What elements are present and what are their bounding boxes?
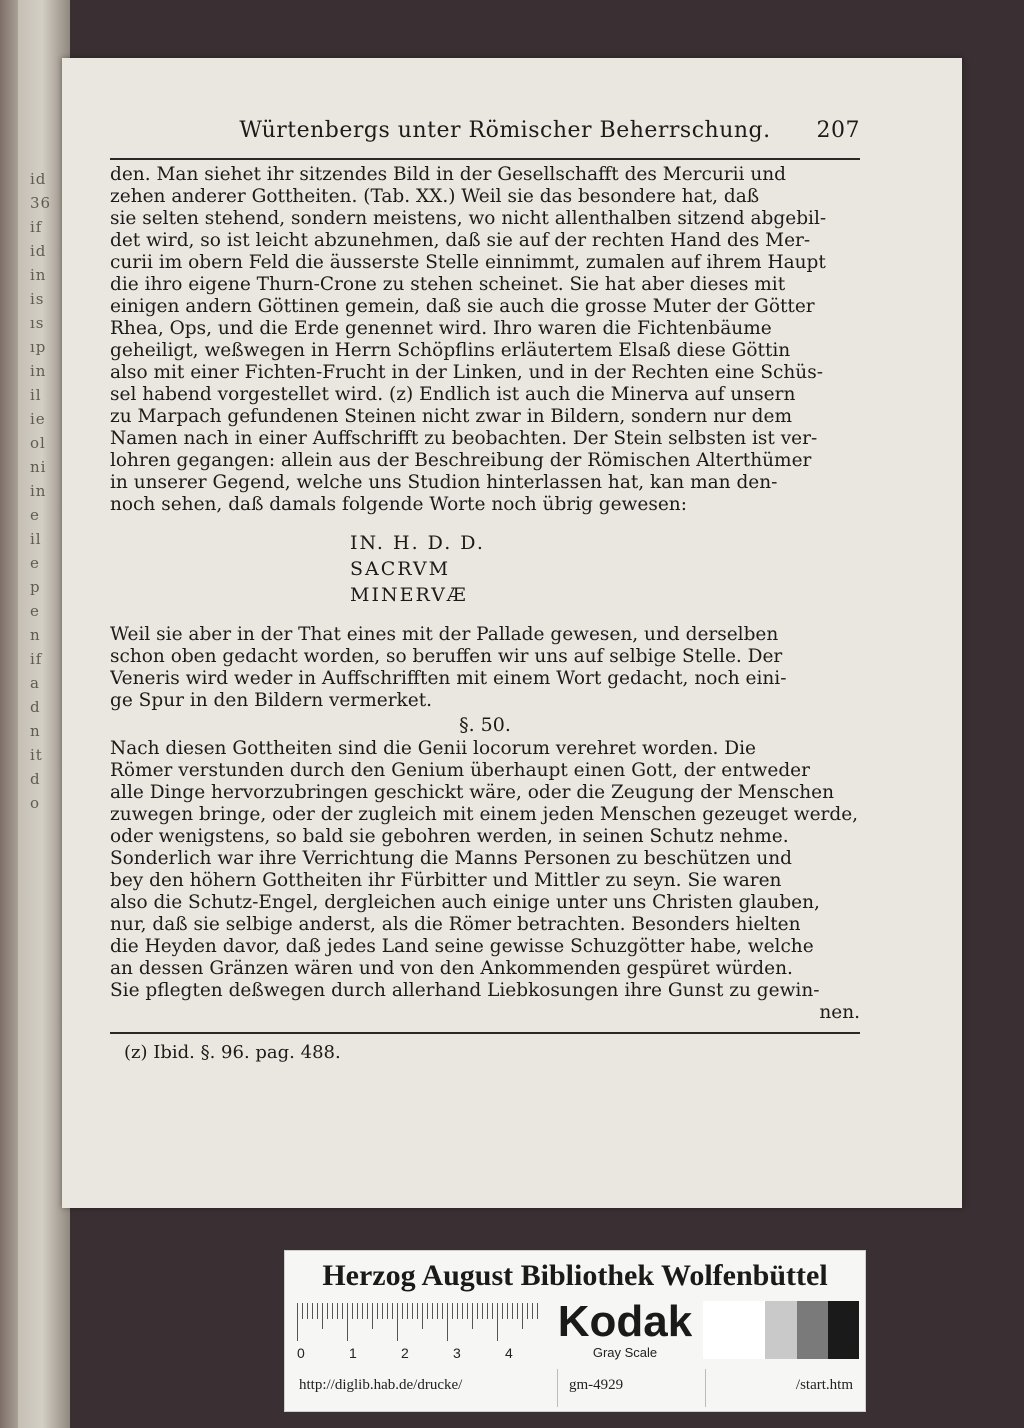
ruler-number: 3 [453,1345,461,1361]
footnote: (z) Ibid. §. 96. pag. 488. [124,1042,341,1063]
left-page-fragment: id [30,170,47,188]
target-divider [705,1369,706,1407]
ruler-tick [467,1303,468,1319]
ruler-tick [372,1303,373,1329]
gray-swatch [828,1301,859,1359]
footnote-rule [110,1032,860,1034]
ruler-tick [352,1303,353,1319]
left-page-fragment: id [30,242,47,260]
text-line: also die Schutz-Engel, dergleichen auch einige unter uns Christen glauben, [110,892,820,913]
ruler-tick [462,1303,463,1319]
text-line: Nach diesen Gottheiten sind die Genii locorum verehret worden. Die [110,738,756,759]
gray-swatch [765,1301,796,1359]
ruler-tick [347,1303,348,1341]
page-number: 207 [816,118,860,143]
target-divider [557,1369,558,1407]
digital-library-url: http://diglib.hab.de/drucke/ [299,1377,463,1393]
text-line: also mit einer Fichten-Frucht in der Linken, und in der Rechten eine Schüs- [110,362,823,383]
ruler-tick [487,1303,488,1319]
text-line: ge Spur in den Bildern vermerket. [110,690,433,711]
book-spine [0,0,18,1428]
text-line: zehen anderer Gottheiten. (Tab. XX.) Weil sie das besondere hat, daß [110,186,760,207]
latin-inscription [110,530,860,608]
text-line: sie selten stehend, sondern meistens, wo nicht allenthalben sitzend abgebil- [110,208,827,229]
section-heading: §. 50. [459,714,511,736]
ruler-tick [302,1303,303,1319]
ruler-tick [327,1303,328,1319]
ruler-tick [337,1303,338,1319]
ruler-tick [387,1303,388,1319]
ruler-tick [382,1303,383,1319]
ruler-tick [532,1303,533,1319]
ruler-number: 4 [505,1345,513,1361]
ruler-tick [422,1303,423,1329]
text-line: die Heyden davor, daß jedes Land seine gewisse Schuzgötter habe, welche [110,936,814,957]
color-scale-target [284,1250,866,1412]
gray-swatch [797,1301,828,1359]
inscription-line: SACRVM [350,558,451,580]
ruler-numbers [297,1345,557,1365]
ruler-number: 1 [349,1345,357,1361]
ruler-tick [427,1303,428,1319]
ruler-tick [502,1303,503,1319]
left-page-fragment: if [30,218,43,236]
ruler-tick [367,1303,368,1319]
paragraph-2 [110,624,860,712]
left-page-fragment: it [30,746,43,764]
ruler-tick [322,1303,323,1329]
gray-scale-label: Gray Scale [592,1345,658,1360]
left-page-fragment: ol [30,434,46,452]
ruler-tick [437,1303,438,1319]
gray-swatch [734,1301,765,1359]
text-line: sel habend vorgestellet wird. (z) Endlich ist auch die Minerva auf unsern [110,384,796,405]
ruler-tick [417,1303,418,1319]
text-line: Weil sie aber in der That eines mit der Pallade gewesen, und derselben [110,624,779,645]
text-line: Rhea, Ops, und die Erde genennet wird. Ihro waren die Fichtenbäume [110,318,772,339]
paragraph-1 [110,164,860,516]
ruler-tick [357,1303,358,1319]
ruler-tick [537,1303,538,1319]
ruler-tick [407,1303,408,1319]
left-page-fragment: ni [30,458,47,476]
left-page-fragment: ıp [30,338,47,356]
ruler-tick [517,1303,518,1319]
left-page-fragment: n [30,626,41,644]
ruler-tick [477,1303,478,1319]
kodak-logo: Kodak [557,1297,693,1346]
running-header [110,118,860,148]
gray-swatches [703,1301,859,1359]
previous-page-edge [0,0,70,1428]
header-title: Würtenbergs unter Römischer Beherrschung. [239,118,771,143]
left-page-fragment: d [30,770,41,788]
ruler-tick [527,1303,528,1319]
text-line: curii im obern Feld die äusserste Stelle einnimmt, zumalen auf ihrem Haupt [110,252,826,273]
text-line: zu Marpach gefundenen Steinen nicht zwar in Bildern, sondern nur dem [110,406,793,427]
left-page-fragment: e [30,602,40,620]
ruler-tick [312,1303,313,1319]
ruler-tick [497,1303,498,1341]
text-line: Namen nach in einer Auffschrifft zu beobachten. Der Stein selbsten ist ver- [110,428,818,449]
left-page-fragment: e [30,554,40,572]
header-rule [110,158,860,160]
left-page-fragment: in [30,482,47,500]
ruler-tick [297,1303,298,1341]
start-path: /start.htm [795,1377,853,1393]
scale-ruler [297,1303,545,1343]
text-line: den. Man siehet ihr sitzendes Bild in der Gesellschafft des Mercurii und [110,164,786,185]
library-name: Herzog August Bibliothek Wolfenbüttel [322,1259,828,1292]
text-line: lohren gegangen: allein aus der Beschreibung der Römischen Alterthümer [110,450,812,471]
text-line: nur, daß sie selbige anderst, als die Römer betrachten. Besonders hielten [110,914,801,935]
text-line: noch sehen, daß damals folgende Worte noch übrig gewesen: [110,494,687,515]
inscription-line: MINERVÆ [350,584,468,606]
left-page-fragment: n [30,722,41,740]
ruler-tick [522,1303,523,1329]
left-page-fragment: in [30,266,47,284]
text-line: schon oben gedacht worden, so beruffen wir uns auf selbige Stelle. Der [110,646,783,667]
ruler-tick [472,1303,473,1329]
left-page-fragment: a [30,674,40,692]
scanned-page [62,58,962,1208]
text-line: an dessen Gränzen wären und von den Ankommenden gespüret würden. [110,958,793,979]
shelfmark-code: gm-4929 [569,1377,624,1393]
gray-swatch [703,1301,734,1359]
left-page-fragment: ıs [30,314,45,332]
text-line: Sonderlich war ihre Verrichtung die Manns Personen zu beschützen und [110,848,792,869]
inscription-line: IN. H. D. D. [350,532,485,554]
left-page-fragment: in [30,362,47,380]
left-page-fragment: is [30,290,45,308]
ruler-tick [432,1303,433,1319]
ruler-tick [457,1303,458,1319]
left-page-fragment: e [30,506,40,524]
ruler-number: 2 [401,1345,409,1361]
text-line: zuwegen bringe, oder der zugleich mit einem jeden Menschen gezeuget werde, [110,804,859,825]
ruler-tick [397,1303,398,1341]
text-line: geheiligt, weßwegen in Herrn Schöpflins erläutertem Elsaß diese Göttin [110,340,791,361]
text-line: Veneris wird weder in Auffschrifften mit einem Wort gedacht, noch eini- [110,668,787,689]
left-page-fragment: 36 [30,194,52,212]
ruler-tick [482,1303,483,1319]
text-line: oder wenigstens, so bald sie gebohren werden, in seinen Schutz nehme. [110,826,789,847]
ruler-tick [512,1303,513,1319]
page-content [110,118,860,1063]
text-line: die ihro eigene Thurn-Crone zu stehen scheinet. Sie hat aber dieses mit [110,274,786,295]
ruler-tick [377,1303,378,1319]
left-page-fragment: ie [30,410,46,428]
ruler-tick [307,1303,308,1319]
ruler-tick [402,1303,403,1319]
ruler-tick [442,1303,443,1319]
ruler-tick [342,1303,343,1319]
text-line: einigen andern Göttinen gemein, daß sie auch die grosse Muter der Götter [110,296,815,317]
ruler-tick [492,1303,493,1319]
left-page-fragment: o [30,794,41,812]
left-page-fragment: p [30,578,41,596]
text-line: alle Dinge hervorzubringen geschickt wäre, oder die Zeugung der Menschen [110,782,835,803]
ruler-tick [362,1303,363,1319]
ruler-tick [412,1303,413,1319]
ruler-tick [452,1303,453,1319]
left-page-fragment: if [30,650,43,668]
left-page-fragment: il [30,386,42,404]
left-page-fragment: d [30,698,41,716]
ruler-tick [332,1303,333,1319]
ruler-tick [507,1303,508,1319]
ruler-number: 0 [297,1345,305,1361]
text-line: bey den höhern Gottheiten ihr Fürbitter und Mittler zu seyn. Sie waren [110,870,782,891]
text-line: det wird, so ist leicht abzunehmen, daß sie auf der rechten Hand des Mer- [110,230,811,251]
ruler-tick [447,1303,448,1341]
text-line: Sie pflegten deßwegen durch allerhand Liebkosungen ihre Gunst zu gewin- [110,980,820,1001]
ruler-tick [317,1303,318,1319]
catchword: nen. [819,1002,860,1023]
left-page-fragment: il [30,530,42,548]
text-line: in unserer Gegend, welche uns Studion hinterlassen hat, kan man den- [110,472,778,493]
paragraph-3 [110,738,860,1002]
text-line: Römer verstunden durch den Genium überhaupt einen Gott, der entweder [110,760,810,781]
ruler-tick [392,1303,393,1319]
